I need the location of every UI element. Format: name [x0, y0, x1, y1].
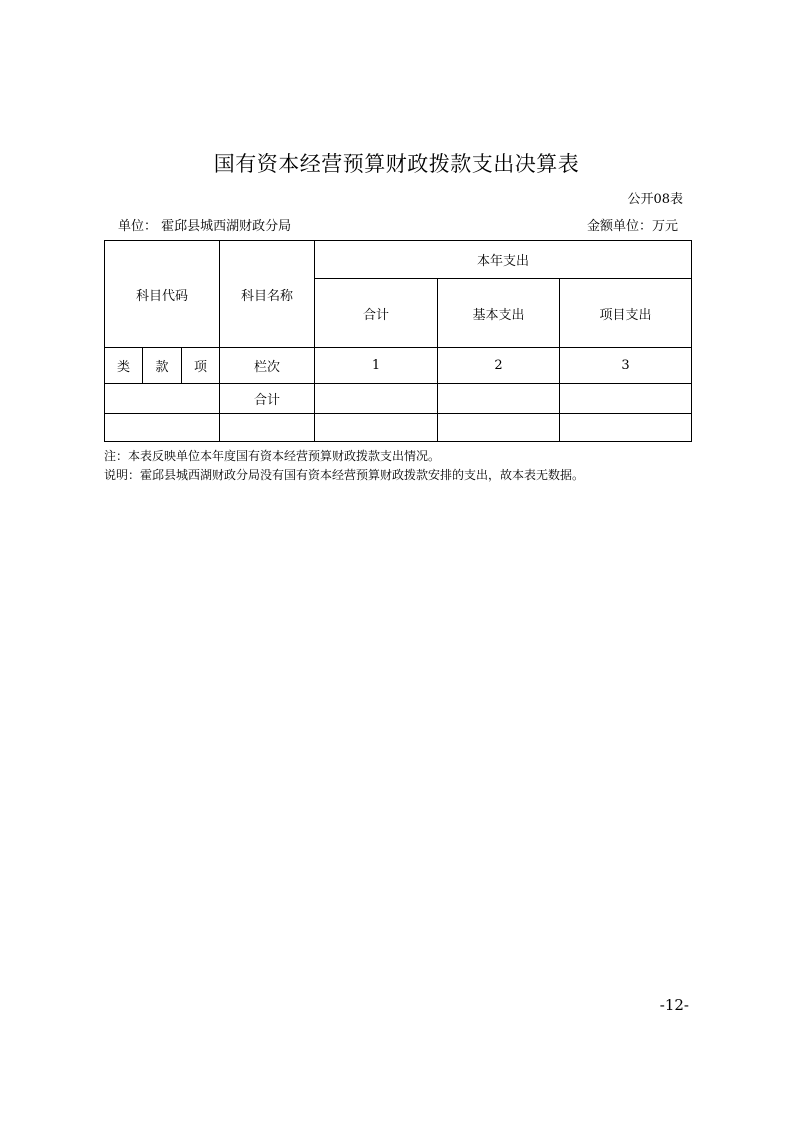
expenditure-table [104, 240, 692, 442]
header-project-expenditure: 项目支出 [560, 279, 692, 348]
table-cell [220, 414, 315, 442]
header-subject-code: 科目代码 [105, 241, 220, 348]
table-cell [560, 384, 692, 414]
page-title: 国有资本经营预算财政拨款支出决算表 [213, 152, 580, 176]
page-number: -12- [659, 996, 689, 1014]
notes [104, 447, 724, 485]
column-number-2: 2 [438, 348, 560, 384]
table-cell [438, 384, 560, 414]
unit-row [118, 215, 678, 234]
column-number-3: 3 [560, 348, 692, 384]
table-cell [315, 414, 438, 442]
header-subject-name: 科目名称 [220, 241, 315, 348]
header-total: 合计 [315, 279, 438, 348]
unit-label: 单位： 霍邱县城西湖财政分局 [118, 219, 292, 234]
header-current-year-expenditure: 本年支出 [315, 241, 692, 279]
table-row-empty [105, 414, 692, 442]
note-text: 注：本表反映单位本年度国有资本经营预算财政拨款支出情况。 [104, 449, 441, 463]
table-cell [105, 384, 220, 414]
header-item: 项 [182, 348, 220, 384]
header-section: 款 [143, 348, 182, 384]
explanation-text: 说明：霍邱县城西湖财政分局没有国有资本经营预算财政拨款安排的支出，故本表无数据。 [104, 468, 585, 482]
table-cell [438, 414, 560, 442]
column-number-1: 1 [315, 348, 438, 384]
table-cell [560, 414, 692, 442]
table-cell [315, 384, 438, 414]
currency-label: 金额单位：万元 [586, 219, 678, 234]
header-basic-expenditure: 基本支出 [438, 279, 560, 348]
table-cell [105, 414, 220, 442]
table-row-total [105, 384, 692, 414]
total-row-label: 合计 [220, 384, 315, 414]
header-class: 类 [105, 348, 143, 384]
header-column-index: 栏次 [220, 348, 315, 384]
form-code: 公开08表 [627, 192, 683, 207]
